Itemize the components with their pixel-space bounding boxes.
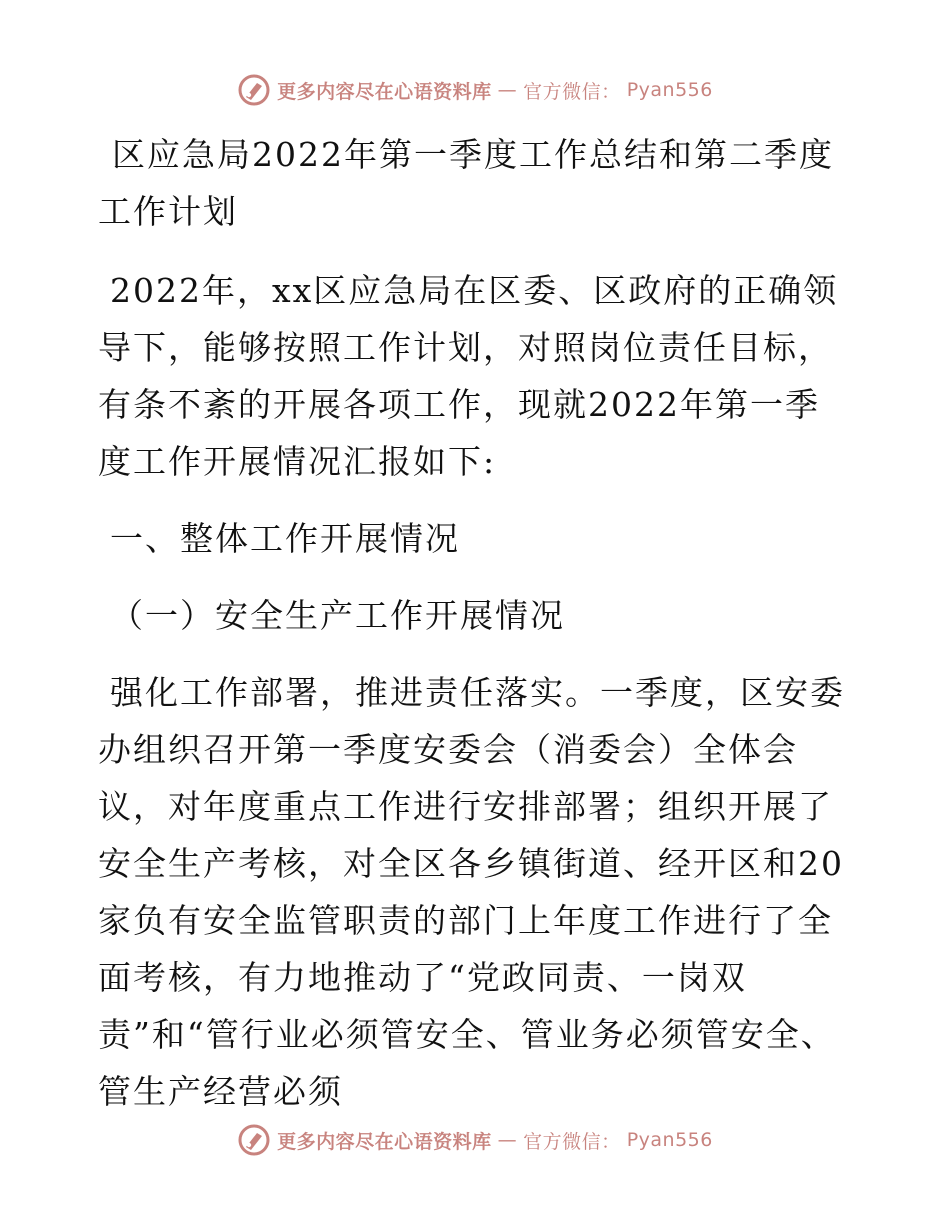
document-title: 区应急局2022年第一季度工作总结和第二季度工作计划 — [98, 135, 834, 231]
banner-wechat-id: Pyan556 — [626, 79, 713, 101]
section-heading-1: 一、整体工作开展情况 — [110, 519, 460, 558]
body-paragraph-1: 强化工作部署，推进责任落实。一季度，区安委办组织召开第一季度安委会（消委会）全体会议，对年度重点工作进行安排部署；组织开展了安全生产考核，对全区各乡镇街道、经开区和20家负有安全监管职责的部门上年度工作进行了全面考核，有力地推动了“党政同责、一岗双责”和“管行业必须管安全、管业务必须管安全、管生产经营必须 — [98, 673, 845, 1111]
banner-dash: — — [497, 1129, 518, 1151]
subsection-heading-1: （一）安全生产工作开展情况 — [110, 596, 565, 635]
banner-wechat-label: 官方微信： — [523, 1130, 621, 1153]
intro-paragraph: 2022年，xx区应急局在区委、区政府的正确领导下，能够按照工作计划，对照岗位责任目标，有条不紊的开展各项工作，现就2022年第一季度工作开展情况汇报如下: — [98, 271, 839, 481]
banner-wechat-id: Pyan556 — [626, 1129, 713, 1151]
footer-banner — [0, 1120, 950, 1160]
pen-nib-logo-icon — [237, 73, 271, 107]
banner-wechat-label: 官方微信： — [523, 80, 621, 103]
banner-main-text: 更多内容尽在心语资料库 — [277, 80, 492, 103]
document-body — [98, 126, 850, 1140]
banner-main-text: 更多内容尽在心语资料库 — [277, 1130, 492, 1153]
pen-nib-logo-icon — [237, 1123, 271, 1157]
header-banner — [0, 70, 950, 110]
banner-dash: — — [497, 79, 518, 101]
